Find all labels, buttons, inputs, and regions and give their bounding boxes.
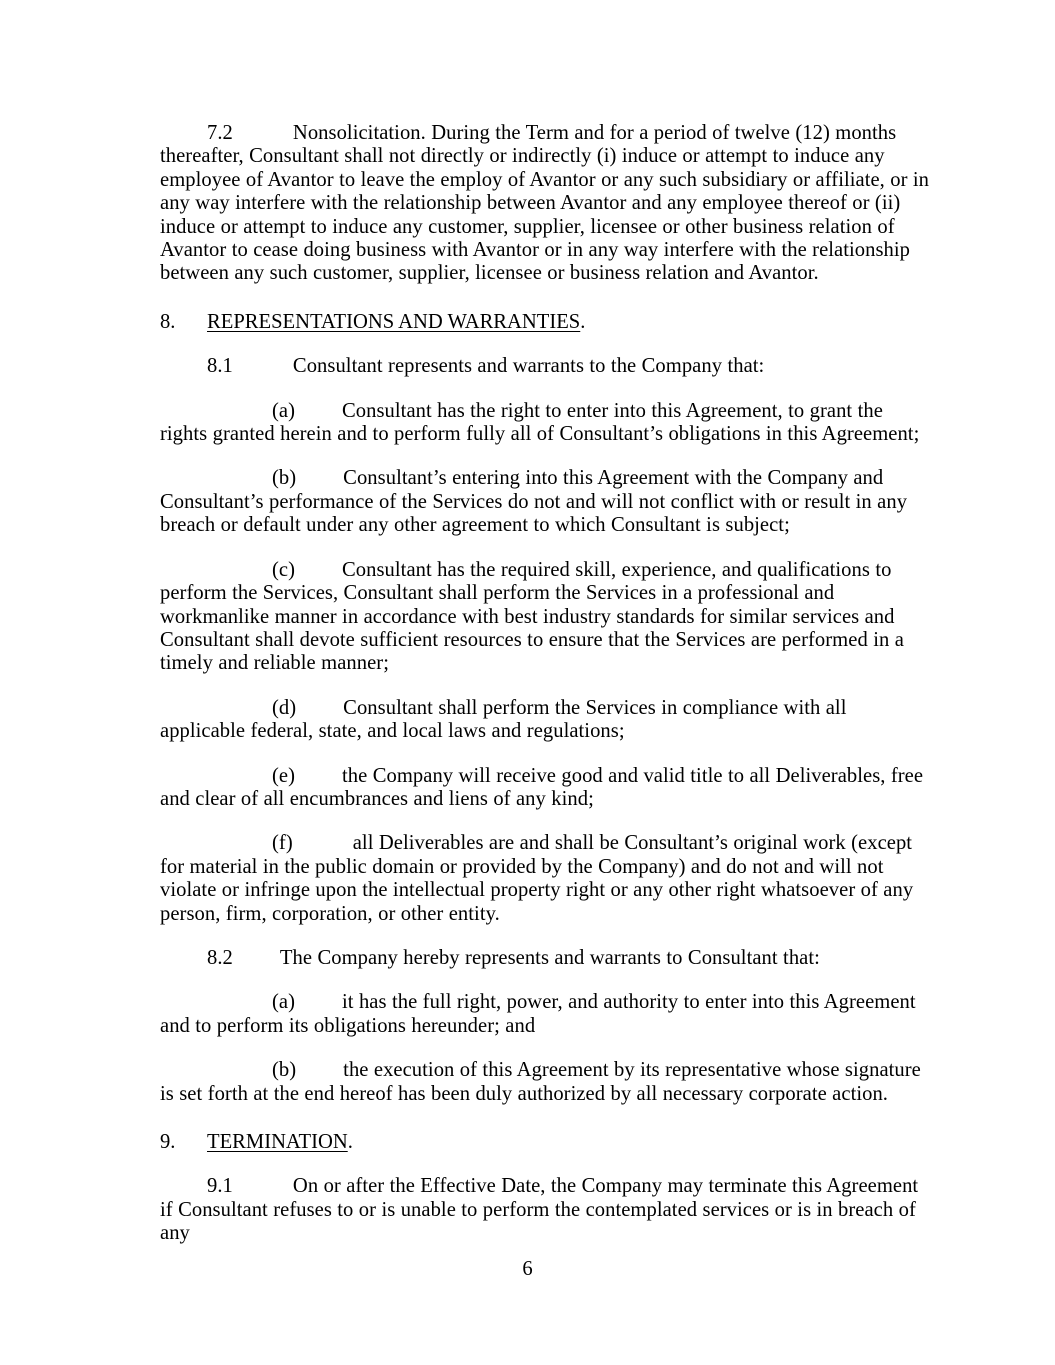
clause-8-1-f: [160, 832, 935, 926]
clause-8-1-e-label: (e): [272, 764, 296, 787]
clause-8-1-c-label: (c): [272, 558, 296, 581]
section-heading-9-number: 9.: [160, 1131, 176, 1153]
clause-8-1-c-text: Consultant has the required skill, experience, and qualifications to perform the Services, Consultant shall perform the Services in a professional and workmanlike manner in accordance with best industry standards for similar services and Consultant shall devote sufficient resources to ensure that the Services are performed in a timely and reliable manner;: [160, 558, 904, 675]
clause-8-2-b-text: the execution of this Agreement by its representative whose signature is set forth at the end hereof has been duly authorized by all necessary corporate action.: [160, 1059, 921, 1105]
clause-8-1-e-text: the Company will receive good and valid title to all Deliverables, free and clear of all encumbrances and liens of any kind;: [160, 764, 924, 810]
clause-8-2-b-label: (b): [272, 1059, 297, 1082]
clause-8-1-d-text: Consultant shall perform the Services in compliance with all applicable federal, state, and local laws and regulations;: [160, 696, 847, 743]
clause-8-2-a: [160, 991, 935, 1038]
section-heading-8-period: .: [580, 310, 586, 333]
clause-8-1-a: [160, 400, 935, 447]
clause-8-1-b: [160, 467, 935, 537]
clause-8-1-b-label: (b): [272, 467, 297, 490]
clause-8-2-text: The Company hereby represents and warrants to Consultant that:: [279, 946, 820, 969]
clause-8-1-e: [160, 765, 935, 812]
page-number: 6: [522, 1258, 533, 1280]
clause-8-1-f-label: (f): [272, 832, 293, 855]
clause-8-1-a-label: (a): [272, 399, 296, 422]
clause-8-1-a-text: Consultant has the right to enter into this Agreement, to grant the rights granted herein and to perform fully all of Consultant’s obligations in this Agreement;: [160, 399, 920, 446]
clause-8-1-c: [160, 559, 935, 676]
clause-8-2-a-text: it has the full right, power, and authority to enter into this Agreement and to perform its obligations hereunder; and: [160, 991, 916, 1037]
clause-7-2-text: Nonsolicitation. During the Term and for a period of twelve (12) months thereafter, Consultant shall not directly or indirectly (i) induce or attempt to induce any employee of Avantor to leave the employ of Avantor or any such subsidiary or affiliate, or in any way interfere with the relationship between Avantor and any employee thereof or (ii) induce or attempt to induce any customer, supplier, licensee or other business relation of Avantor to cease doing business with Avantor or in any way interfere with the relationship between any such customer, supplier, licensee or business relation and Avantor.: [160, 122, 930, 285]
clause-7-2-label: 7.2: [207, 122, 233, 144]
clause-8-1-d-label: (d): [272, 696, 297, 719]
clause-8-1-text: Consultant represents and warrants to the Company that:: [292, 355, 765, 378]
clause-8-1-f-text: all Deliverables are and shall be Consultant’s original work (except for material in the public domain or provided by the Company) and do not and will not violate or infringe upon the intellectual property right or any other right whatsoever of any person, firm, corporation, or other entity.: [160, 832, 914, 925]
section-heading-9-period: .: [347, 1131, 353, 1153]
clause-8-2-b: [160, 1059, 935, 1106]
section-heading-9-title: TERMINATION: [207, 1131, 348, 1153]
section-heading-8-title-wrap: [207, 311, 585, 334]
section-heading-9: [160, 1131, 935, 1154]
section-heading-9-title-wrap: [207, 1131, 353, 1154]
clause-8-2: [160, 947, 935, 970]
clause-8-1-label: 8.1: [207, 355, 233, 378]
clause-8-1-b-text: Consultant’s entering into this Agreement with the Company and Consultant’s performance of the Services do not and will not conflict with or result in any breach or default under any other agreement to which Consultant is subject;: [160, 467, 908, 537]
section-heading-8: [160, 311, 935, 334]
section-heading-8-number: 8.: [160, 310, 176, 333]
clause-8-2-a-label: (a): [272, 991, 296, 1014]
clause-9-1: [160, 1175, 935, 1245]
clause-9-1-label: 9.1: [207, 1175, 233, 1198]
clause-7-2: [160, 122, 935, 286]
section-heading-8-title: REPRESENTATIONS AND WARRANTIES: [207, 310, 581, 333]
clause-9-1-text: On or after the Effective Date, the Company may terminate this Agreement if Consultant refuses to or is unable to perform the contemplated services or is in breach of any: [160, 1175, 919, 1245]
clause-8-2-label: 8.2: [207, 946, 233, 969]
clause-8-1: [160, 355, 935, 378]
clause-8-1-d: [160, 697, 935, 744]
document-body: [160, 122, 935, 1267]
